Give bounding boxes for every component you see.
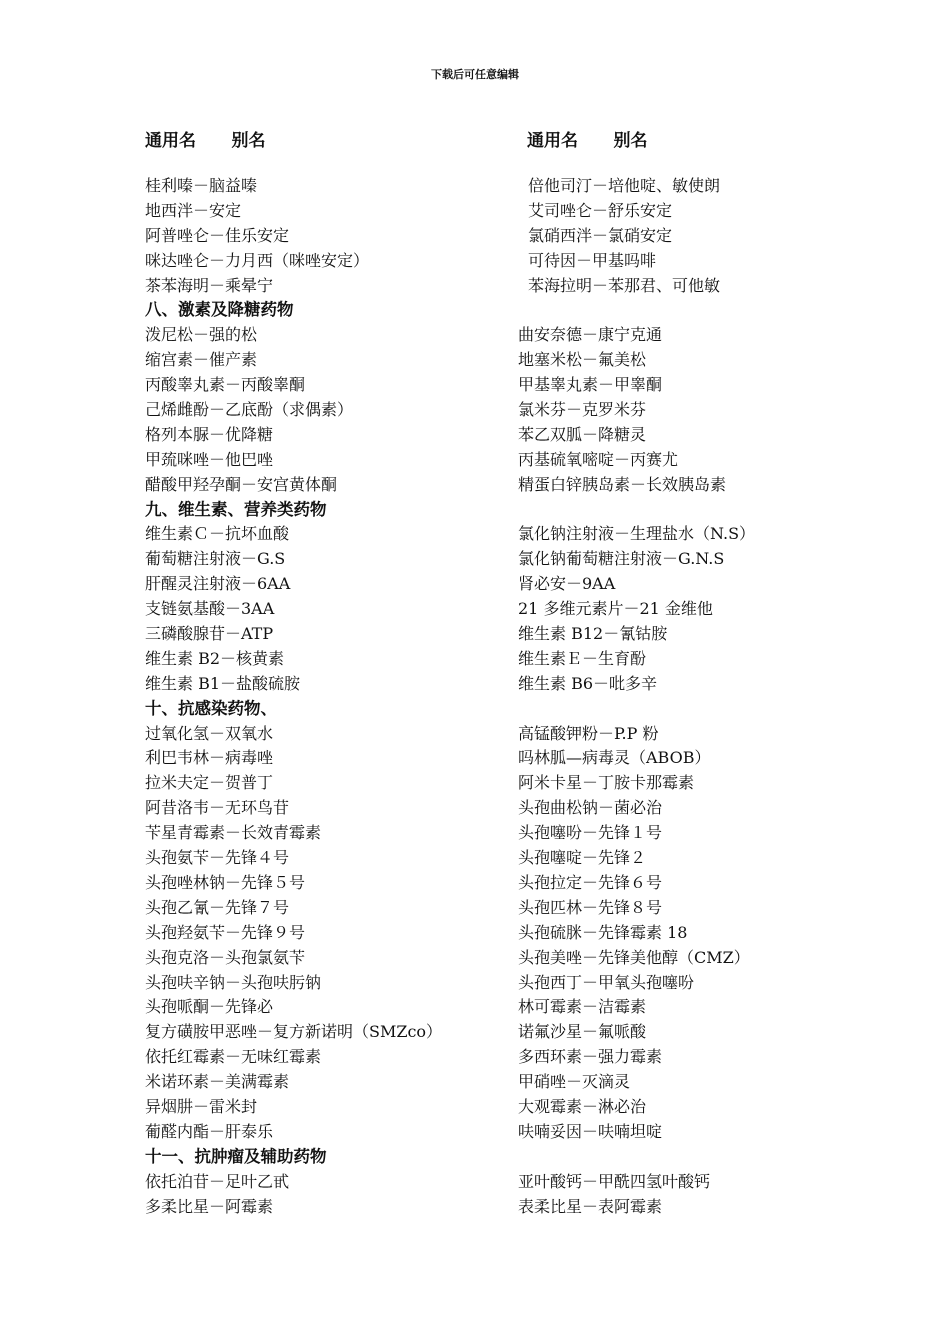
left-column-header: 通用名 别名: [145, 131, 266, 151]
drug-entry-right: 精蛋白锌胰岛素－长效胰岛素: [518, 474, 727, 494]
drug-row: [145, 821, 845, 846]
drug-entry-right: 甲基睾丸素－甲睾酮: [518, 375, 663, 395]
drug-entry-right: 头孢美唑－先锋美他醇（CMZ）: [518, 947, 750, 967]
drug-row: [145, 995, 845, 1020]
drug-entry-left: 三磷酸腺苷－ATP: [145, 624, 274, 644]
drug-entry-left: 维生素 B1－盐酸硫胺: [145, 673, 301, 693]
drug-entry-left: 头孢呋辛钠－头孢呋肟钠: [145, 972, 322, 992]
drug-row: [145, 597, 845, 622]
drug-entry-left: 桂利嗪－脑益嗪: [145, 176, 258, 195]
drug-row: [145, 249, 845, 274]
drug-entry-right: 头孢匹林－先锋８号: [518, 897, 663, 917]
drug-entry-right: 头孢噻吩－先锋１号: [518, 823, 663, 843]
drug-row: [145, 796, 845, 821]
drug-row: [145, 448, 845, 473]
drug-entry-left: 过氧化氢－双氧水: [145, 723, 274, 743]
section-heading: 十一、抗肿瘤及辅助药物: [145, 1146, 327, 1166]
drug-row: [145, 722, 845, 747]
drug-entry-left: 拉米夫定－贺普丁: [145, 773, 274, 793]
drug-entry-left: 地西泮－安定: [145, 200, 242, 220]
drug-entry-left: 阿普唑仑－佳乐安定: [145, 225, 290, 245]
drug-entry-left: 依托泊苷－足叶乙甙: [145, 1171, 290, 1191]
drug-entry-left: 维生素 B2－核黄素: [145, 648, 285, 668]
drug-row: [145, 323, 845, 348]
drug-row: [145, 946, 845, 971]
drug-entry-right: 呋喃妥因－呋喃坦啶: [518, 1121, 663, 1141]
drug-entry-right: 艾司唑仑－舒乐安定: [528, 200, 673, 220]
drug-entry-left: 依托红霉素－无味红霉素: [145, 1047, 322, 1067]
drug-row: [145, 971, 845, 996]
drug-entry-right: 维生素Ｅ－生育酚: [518, 648, 647, 668]
drug-entry-left: 甲巯咪唑－他巴唑: [145, 449, 274, 469]
drug-entry-left: 维生素Ｃ－抗坏血酸: [145, 524, 290, 544]
drug-entry-right: 地塞米松－氟美松: [518, 350, 647, 370]
drug-entry-left: 葡醛内酯－肝泰乐: [145, 1121, 274, 1141]
section-heading: 九、维生素、营养类药物: [145, 499, 327, 519]
drug-row: [145, 1120, 845, 1145]
drug-entry-left: 异烟肼－雷米封: [145, 1096, 258, 1116]
drug-entry-right: 氯化钠葡萄糖注射液－G.N.S: [518, 549, 725, 569]
drug-entry-right: 诺氟沙星－氟哌酸: [518, 1022, 647, 1042]
drug-name-list: [145, 174, 845, 1219]
drug-row: [145, 1070, 845, 1095]
drug-row: [145, 846, 845, 871]
drug-entry-right: 苯海拉明－苯那君、可他敏: [528, 275, 721, 295]
drug-entry-right: 肾必安－9AA: [518, 574, 616, 594]
drug-entry-right: 吗林胍—病毒灵（ABOB）: [518, 748, 711, 768]
drug-entry-right: 头孢硫脒－先锋霉素 18: [518, 922, 688, 942]
drug-row: [145, 373, 845, 398]
drug-entry-right: 头孢噻啶－先锋２: [518, 848, 647, 868]
drug-entry-left: 复方磺胺甲恶唑－复方新诺明（SMZco）: [145, 1022, 443, 1042]
drug-entry-left: 头孢氨苄－先锋４号: [145, 848, 290, 868]
drug-entry-left: 头孢羟氨苄－先锋９号: [145, 922, 306, 942]
section-heading: 八、激素及降糖药物: [145, 300, 294, 320]
drug-entry-left: 苄星青霉素－长效青霉素: [145, 823, 322, 843]
drug-row: [145, 348, 845, 373]
drug-row: [145, 522, 845, 547]
drug-entry-left: 缩宫素－催产素: [145, 350, 258, 370]
drug-entry-left: 格列本脲－优降糖: [145, 424, 274, 444]
drug-entry-left: 头孢哌酮－先锋必: [145, 997, 274, 1017]
drug-entry-right: 氯米芬－克罗米芬: [518, 400, 647, 420]
drug-entry-right: 多西环素－强力霉素: [518, 1047, 663, 1067]
drug-row: [145, 871, 845, 896]
drug-entry-right: 苯乙双胍－降糖灵: [518, 424, 647, 444]
section-heading: 十、抗感染药物、: [145, 698, 277, 718]
drug-entry-left: 醋酸甲羟孕酮－安宫黄体酮: [145, 474, 338, 494]
drug-entry-left: 头孢乙氰－先锋７号: [145, 897, 290, 917]
drug-entry-left: 咪达唑仑－力月西（咪唑安定）: [145, 250, 370, 270]
drug-row: [145, 647, 845, 672]
drug-entry-right: 头孢拉定－先锋６号: [518, 872, 663, 892]
drug-entry-right: 甲硝唑－灭滴灵: [518, 1072, 631, 1092]
drug-row: [145, 199, 845, 224]
drug-row: [145, 1020, 845, 1045]
drug-row: [145, 1045, 845, 1070]
drug-row: [145, 1095, 845, 1120]
drug-row: [145, 274, 845, 299]
drug-entry-left: 头孢克洛－头孢氯氨苄: [145, 947, 306, 967]
drug-entry-right: 表柔比星－表阿霉素: [518, 1196, 663, 1216]
drug-entry-left: 阿昔洛韦－无环鸟苷: [145, 798, 290, 818]
page-header: 下载后可任意编辑: [431, 68, 519, 81]
drug-row: [145, 746, 845, 771]
drug-entry-right: 维生素 B12－氰钴胺: [518, 624, 668, 644]
drug-entry-right: 丙基硫氧嘧啶－丙赛尤: [518, 449, 679, 469]
drug-entry-right: 大观霉素－淋必治: [518, 1096, 647, 1116]
drug-row: [145, 622, 845, 647]
drug-entry-right: 倍他司汀－培他啶、敏使朗: [528, 176, 721, 195]
drug-entry-right: 21 多维元素片－21 金维他: [518, 599, 713, 619]
drug-entry-left: 头孢唑林钠－先锋５号: [145, 872, 306, 892]
drug-entry-left: 己烯雌酚－乙底酚（求偶素）: [145, 400, 354, 420]
drug-row: [145, 224, 845, 249]
drug-row: [145, 572, 845, 597]
right-column-header: 通用名 别名: [527, 131, 648, 151]
drug-entry-left: 丙酸睾丸素－丙酸睾酮: [145, 375, 306, 395]
drug-row: [145, 547, 845, 572]
drug-row: [145, 1195, 845, 1220]
drug-row: [145, 174, 845, 199]
drug-entry-right: 头孢西丁－甲氧头孢噻吩: [518, 972, 695, 992]
drug-entry-left: 米诺环素－美满霉素: [145, 1072, 290, 1092]
drug-row: [145, 1170, 845, 1195]
drug-entry-left: 多柔比星－阿霉素: [145, 1196, 274, 1216]
drug-entry-left: 肝醒灵注射液－6AA: [145, 574, 291, 594]
drug-entry-right: 可待因－甲基吗啡: [528, 250, 657, 270]
drug-entry-right: 头孢曲松钠－菌必治: [518, 798, 663, 818]
drug-entry-right: 维生素 B6－吡多辛: [518, 673, 658, 693]
drug-entry-right: 曲安奈德－康宁克通: [518, 325, 663, 345]
drug-entry-left: 利巴韦林－病毒唑: [145, 748, 274, 768]
drug-entry-right: 高锰酸钾粉－P.P 粉: [518, 723, 659, 743]
drug-entry-left: 葡萄糖注射液－G.S: [145, 549, 286, 569]
drug-row: [145, 473, 845, 498]
drug-entry-right: 阿米卡星－丁胺卡那霉素: [518, 773, 695, 793]
drug-row: [145, 771, 845, 796]
drug-entry-right: 氯硝西泮－氯硝安定: [528, 225, 673, 245]
drug-entry-right: 林可霉素－洁霉素: [518, 997, 647, 1017]
drug-entry-right: 氯化钠注射液－生理盐水（N.S）: [518, 524, 756, 544]
drug-row: [145, 423, 845, 448]
drug-row: [145, 672, 845, 697]
drug-entry-left: 泼尼松－强的松: [145, 325, 258, 345]
drug-row: [145, 896, 845, 921]
drug-row: [145, 921, 845, 946]
drug-entry-left: 支链氨基酸－3AA: [145, 599, 275, 619]
drug-entry-right: 亚叶酸钙－甲酰四氢叶酸钙: [518, 1171, 711, 1191]
drug-entry-left: 茶苯海明－乘晕宁: [145, 275, 274, 295]
drug-row: [145, 398, 845, 423]
